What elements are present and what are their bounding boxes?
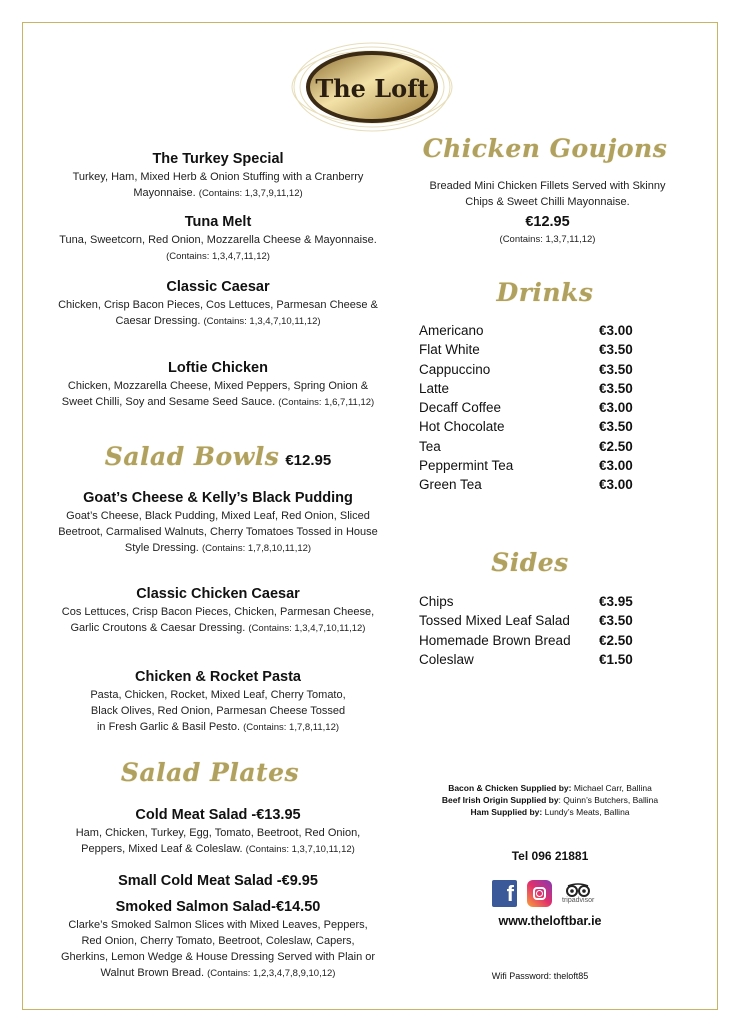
item-title: Classic Chicken Caesar xyxy=(136,586,300,602)
item-description: Clarke’s Smoked Salmon Slices with Mixed Leaves, Peppers, Red Onion, Cherry Tomato, Beetroot, Coleslaw, Capers, Gherkins, Lemon Wedge & House Dressing Served with Plain or Walnut Brown Bread. (Contains: 1,2,3,4,7,8,9,10,12) xyxy=(60,919,376,979)
item-description: Tuna, Sweetcorn, Red Onion, Mozzarella Cheese & Mayonnaise. (Contains: 1,3,4,7,11,12) xyxy=(59,234,377,262)
drinks-heading: Drinks xyxy=(496,278,594,307)
menu-item xyxy=(58,872,378,890)
item-description: Pasta, Chicken, Rocket, Mixed Leaf, Cherry Tomato, Black Olives, Red Onion, Parmesan Cheese Tossed in Fresh Garlic & Basil Pesto. (Contains: 1,7,8,11,12) xyxy=(90,689,346,733)
salad-bowls-heading: Salad Bowls €12.95 xyxy=(104,442,332,471)
item-description: Turkey, Ham, Mixed Herb & Onion Stuffing with a Cranberry Mayonnaise. (Contains: 1,3,7,9,11,12) xyxy=(72,171,364,199)
social-icons xyxy=(492,880,594,907)
item-contains: (Contains: 1,3,7,11,12) xyxy=(499,234,596,245)
item-title: Tuna Melt xyxy=(184,214,252,230)
menu-item xyxy=(88,668,348,736)
suppliers-info xyxy=(420,782,680,818)
supplier-line: Beef Irish Origin Supplied by: Quinn’s Butchers, Ballina xyxy=(441,795,659,805)
item-description: Chicken, Mozzarella Cheese, Mixed Peppers, Spring Onion & Sweet Chilli, Soy and Sesame Seed Sauce. (Contains: 1,6,7,11,12) xyxy=(61,380,375,408)
side-row: Coleslaw €1.50 xyxy=(419,651,633,667)
website-link[interactable]: www.theloftbar.ie xyxy=(498,914,602,928)
item-description: Ham, Chicken, Turkey, Egg, Tomato, Beetroot, Red Onion, Peppers, Mixed Leaf & Coleslaw. (Contains: 1,3,7,10,11,12) xyxy=(75,827,361,855)
side-row: Chips €3.95 xyxy=(419,594,633,609)
telephone: Tel 096 21881 xyxy=(511,849,589,863)
menu-item xyxy=(58,585,378,637)
menu-item xyxy=(58,150,378,202)
item-description: Goat’s Cheese, Black Pudding, Mixed Leaf, Red Onion, Sliced Beetroot, Carmalised Walnuts, Cherry Tomatoes Tossed in House Style Dressing. (Contains: 1,7,8,10,11,12) xyxy=(58,510,378,554)
item-description: Breaded Mini Chicken Fillets Served with Skinny Chips & Sweet Chilli Mayonnaise. xyxy=(429,180,666,208)
drink-row: Latte €3.50 xyxy=(419,380,633,396)
item-description: Chicken, Crisp Bacon Pieces, Cos Lettuces, Parmesan Cheese & Caesar Dressing. (Contains: 1,3,4,7,10,11,12) xyxy=(58,299,378,327)
menu-item xyxy=(58,806,378,858)
svg-text:The Loft: The Loft xyxy=(315,74,429,103)
salad-bowls-price: €12.95 xyxy=(285,452,332,469)
drink-row: Peppermint Tea €3.00 xyxy=(419,458,633,474)
item-title: Smoked Salmon Salad-€14.50 xyxy=(115,899,321,915)
tripadvisor-icon[interactable]: tripadvisor xyxy=(562,883,594,904)
facebook-icon[interactable]: f xyxy=(492,880,517,907)
supplier-line: Ham Supplied by: Lundy’s Meats, Ballina xyxy=(470,807,630,817)
item-title: Small Cold Meat Salad -€9.95 xyxy=(118,873,318,889)
item-title: Loftie Chicken xyxy=(168,360,268,376)
drinks-list xyxy=(419,321,639,495)
drink-row: Hot Chocolate €3.50 xyxy=(419,419,633,435)
item-price: €12.95 xyxy=(525,214,570,230)
drink-row: Green Tea €3.00 xyxy=(419,477,633,493)
menu-item xyxy=(58,359,378,411)
side-row: Homemade Brown Bread €2.50 xyxy=(419,632,633,648)
item-description: Cos Lettuces, Crisp Bacon Pieces, Chicken, Parmesan Cheese, Garlic Croutons & Caesar Dressing. (Contains: 1,3,4,7,10,11,12) xyxy=(61,606,375,634)
chicken-goujons-item xyxy=(415,177,680,248)
menu-item xyxy=(48,489,388,557)
sides-list xyxy=(419,592,639,669)
sides-heading: Sides xyxy=(491,548,569,577)
drink-row: Americano €3.00 xyxy=(419,323,633,338)
item-title: Chicken & Rocket Pasta xyxy=(134,669,301,685)
menu-item xyxy=(58,213,378,265)
menu-item xyxy=(58,898,378,982)
item-title: Classic Caesar xyxy=(166,279,270,295)
menu-item xyxy=(58,278,378,330)
wifi-password: Wifi Password: theloft85 xyxy=(491,971,589,981)
side-row: Tossed Mixed Leaf Salad €3.50 xyxy=(419,613,633,629)
salad-plates-heading: Salad Plates xyxy=(120,758,300,787)
item-title: Cold Meat Salad -€13.95 xyxy=(135,807,301,823)
item-title: The Turkey Special xyxy=(152,151,284,167)
drink-row: Decaff Coffee €3.00 xyxy=(419,400,633,416)
drink-row: Cappuccino €3.50 xyxy=(419,361,633,377)
the-loft-logo xyxy=(290,35,455,135)
drink-row: Tea €2.50 xyxy=(419,438,633,454)
item-title: Goat’s Cheese & Kelly’s Black Pudding xyxy=(83,490,353,506)
chicken-goujons-heading: Chicken Goujons xyxy=(422,134,668,163)
instagram-icon[interactable] xyxy=(527,880,552,907)
drink-row: Flat White €3.50 xyxy=(419,342,633,358)
supplier-line: Bacon & Chicken Supplied by: Michael Carr, Ballina xyxy=(448,783,652,793)
